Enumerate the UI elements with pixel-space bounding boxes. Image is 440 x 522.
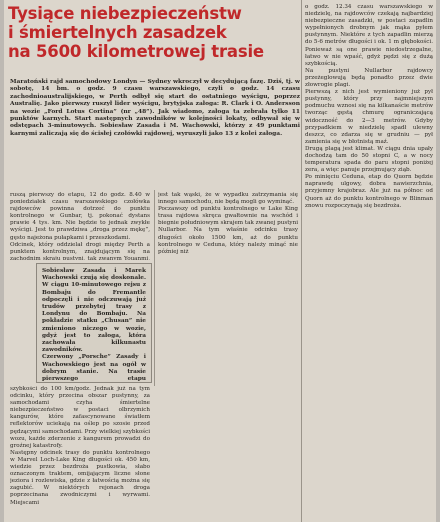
headline-line-2: i śmiertelnych zasadzek [8, 23, 227, 42]
column-middle-top: jest tak wąski, że w wypadku zatrzymania się innego samochodu, nie będą mogli go wyminąć. Poczawszy od punktu kontrolnego w Lake King trasa rajdowa skręca gwałtownie na wschód i biegnie południowym skrajem tak zwanej pustyni Nullarbor. Na tym właśnie odcinku trasy długości około 1500 km, aż do punktu kontrolnego w Ceduna, który należy minąć nie później niż [158, 192, 298, 255]
headline [8, 4, 298, 61]
column-divider [301, 0, 302, 522]
lead-paragraph: Maratoński rajd samochodowy Londyn — Sydney wkroczył w decydującą fazę. Dziś, tj. w sobotę, 14 bm. o godz. 9 czasu warszawskiego, czyli o godz. 14 czasu zachodnioaustralijskiego, w Perth odbył się start do ostatniego wyścigu, poprzez Australię. Jako pierwszy ruszył lider wyścigu, brytyjska załoga: R. Clark i O. Andersson na wozie „Ford Lotus Cortina” (nr „48”). Jak wiadomo, załoga ta zebrała tylko 11 punktów karnych. Start następnych zawodników w kolejności lokaty, odbywał się w odstępach 3-minutowych. Sobiesław Zasada i M. Wachowski, którzy z 49 punktami karnymi zaliczają się do ścisłej czołówki rajdowej, wyruszyli jako 13 z kolei załoga. [10, 78, 300, 137]
column-middle-bottom: szybkości do 100 km/godz. Jednak już na tym odcinku, który przecina obszar pustynny, za samochodami czyha śmiertelne niebezpieczeństwo w postaci olbrzymich kangurów, które zafascynowane światłem reflektorów uciekają na oślep po szosie przed pędzącymi samochodami. Przy wielkiej szybkości wozu, każde zderzenie z kangurem prowadzi do groźnej katastrofy. Następny odcinek trasy do punktu kontrolnego w Marvel Loch-Lake King długości ok. 450 km, wiedzie przez bezdroża pustkowia, słabo oznaczonym traktem, omijającym liczne słone jeziora i rozlewiska, gdzie z łatwością można się zagubić. W niektórych rejonach droga poprzecinana zwodniczymi i wyrwami. Miejscami [10, 386, 150, 506]
headline-line-1: Tysiące niebezpieczeństw [8, 4, 242, 23]
column-left-top: ruszą pierwszy do etapu, 12 do godz. 8.40 w poniedziałek czasu warszawskiego czołówka rajdowców powinna dotrzeć do punktu kontrolnego w Gunbar, tj. pokonać dystans prawie 4 tys. km. Nie będzie to jednak zwykłe wyścigi. Jest to prawdziwa „droga przez mękę”, gęsto najeżona pułapkami i przeszkodami. Odcinek, który oddzielał drogi między Perth a punktem kontrolnym, znajdującym się na zachodnim skraju pustyni, tak zwanym Youanmi, [10, 192, 150, 260]
column-divider [154, 190, 155, 386]
column-right: o godz. 12.34 czasu warszawskiego w niedzielę, na rajdowców czekają najbardziej niebezpieczne zasadzki, w postaci zapadlin wypełnionych drobnym jak mąka pyłem pustynnym. Niektóre z tych zapadlin mierzą do 5-6 metrów długości i ok. 1 m głębokości. Ponieważ są one prawie niedostrzegalne, łatwo w nie wpaść, gdyż pędzi się z dużą szybkością. Na pustyni Nullarbor rajdowcy przeżeglowują będą ponadto przez dwie złowrogie plagi. Pierwszą z nich jest wymieniony już pył pustynny, który przy najmniejszym podmuchu wznosi się na kilkanaście metrów tworząc gęstą chmurę ograniczającą widoczność do 2—3 metrów. Gdyby przypadkiem w niedzielę spadł ulewny deszcz, co zdarza się w grudniu — pył zamienia się w błotnistą maź. Drugą plagą jest klimat. W ciągu dnia upały dochodzą tam do 50 stopni C, a w nocy temperatura spada do paru stopni poniżej zera, a więc panuje przejmujący ziąb. Po minięciu Ceduna, etap do Quorn będzie naprawdę ulgowy, dobra nawierzchnia, przyjemny krajobraz. Ale już na północ od Quorn aż do punktu kontrolnego w Blinman znowu rozpoczynają się bezdroża. [305, 4, 433, 209]
newspaper-page [4, 0, 436, 522]
headline-line-3: na 5600 kilometrowej trasie [8, 42, 264, 61]
sidebar-box: Sobiesław Zasada i Marek Wachowski czują się doskonale. W ciągu 10-minutowego rejsu z Bombaju do Fremantle odpoczęli i nie odczuwają już trudów przebytej trasy z Londynu do Bombaju. Na pokładzie statku „Chusan” nie zmieniono niczego w wozie, gdyż jest to załoga, która zachowała kilkunastu zawodników. Czerwony „Porsche” Zasady i Wachowskiego jest na ogół w dobrym stanie. Na trasie pierwszego etapu [36, 263, 152, 383]
